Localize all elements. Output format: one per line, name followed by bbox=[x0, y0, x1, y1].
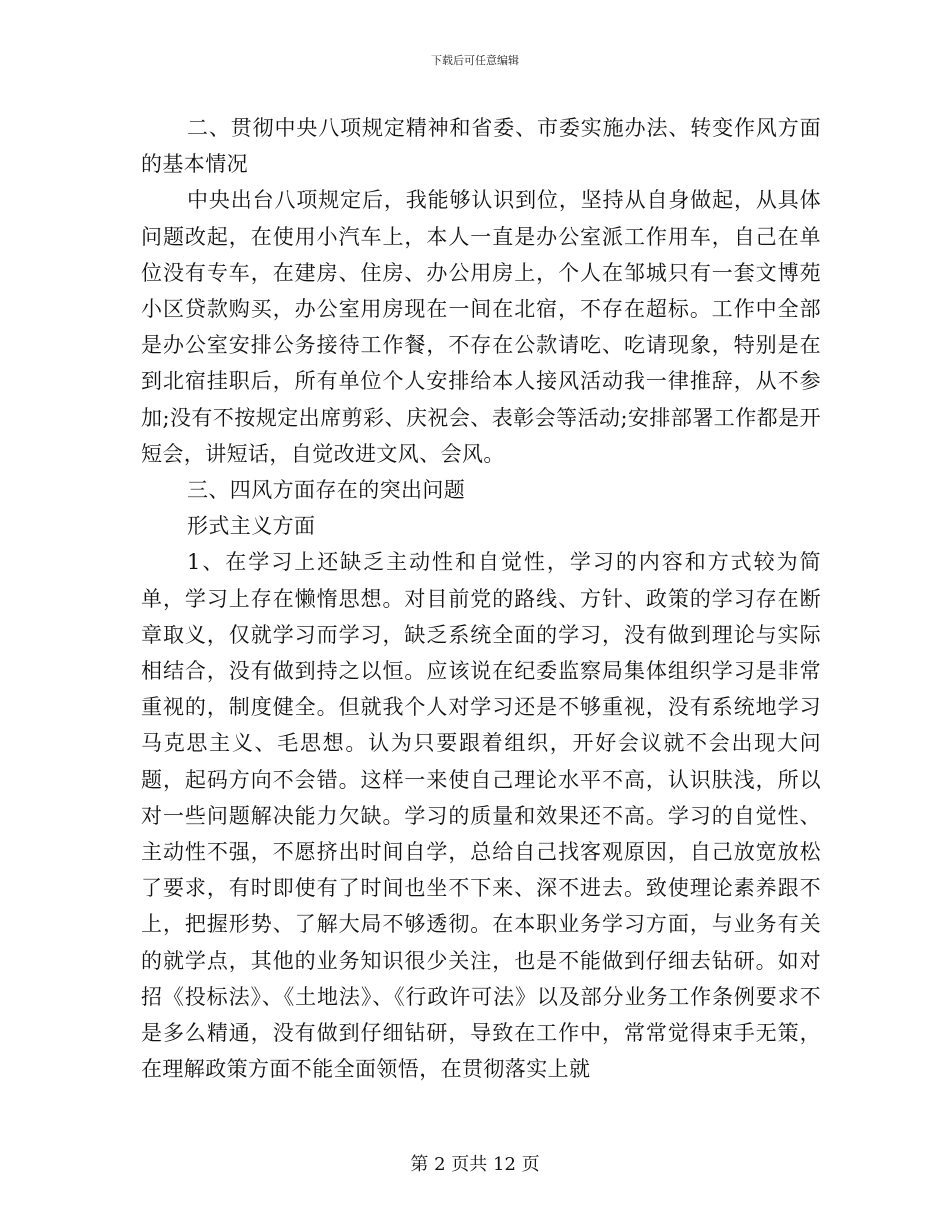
page-number-footer: 第 2 页共 12 页 bbox=[410, 1154, 540, 1175]
section-heading-three: 三、四风方面存在的突出问题 bbox=[187, 478, 466, 503]
page-header-note: 下载后可任意编辑 bbox=[431, 54, 519, 67]
document-body bbox=[141, 110, 821, 1087]
paragraph-learning-issues: 1、在学习上还缺乏主动性和自觉性，学习的内容和方式较为简单，学习上存在懒惰思想。对目前党的路线、方针、政策的学习存在断章取义，仅就学习而学习，缺乏系统全面的学习，没有做到理论与实际相结合，没有做到持之以恒。应该说在纪委监察局集体组织学习是非常重视的，制度健全。但就我个人对学习还是不够重视，没有系统地学习马克思主义、毛思想。认为只要跟着组织，开好会议就不会出现大问题，起码方向不会错。这样一来使自己理论水平不高，认识肤浅，所以对一些问题解决能力欠缺。学习的质量和效果还不高。学习的自觉性、主动性不强，不愿挤出时间自学，总给自己找客观原因，自己放宽放松了要求，有时即使有了时间也坐不下来、深不进去。致使理论素养跟不上，把握形势、了解大局不够透彻。在本职业务学习方面，与业务有关的就学点，其他的业务知识很少关注，也是不能做到仔细去钻研。如对招《投标法》、《土地法》、《行政许可法》以及部分业务工作条例要求不是多么精通，没有做到仔细钻研，导致在工作中，常常觉得束手无策，在理解政策方面不能全面领悟，在贯彻落实上就 bbox=[141, 550, 821, 1082]
paragraph-eight-rules: 中央出台八项规定后，我能够认识到位，坚持从自身做起，从具体问题改起，在使用小汽车上，本人一直是办公室派工作用车，自己在单位没有专车，在建房、住房、办公用房上，个人在邹城只有一套文博苑小区贷款购买，办公室用房现在一间在北宿，不存在超标。工作中全部是办公室安排公务接待工作餐，不存在公款请吃、吃请现象，特别是在到北宿挂职后，所有单位个人安排给本人接风活动我一律推辞，从不参加;没有不按规定出席剪彩、庆祝会、表彰会等活动;安排部署工作都是开短会，讲短话，自觉改进文风、会风。 bbox=[141, 188, 821, 466]
section-heading-two: 二、贯彻中央八项规定精神和省委、市委实施办法、转变作风方面的基本情况 bbox=[141, 116, 821, 177]
subheading-formalism: 形式主义方面 bbox=[187, 514, 316, 539]
